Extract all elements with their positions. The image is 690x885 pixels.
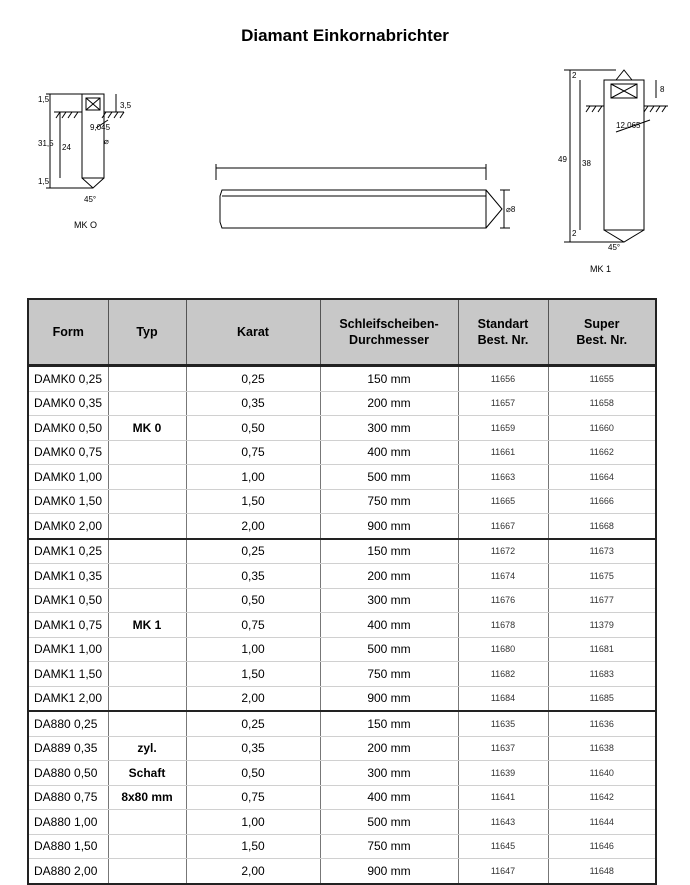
cell-karat: 1,00 xyxy=(186,810,320,835)
cell-super-nr: 11683 xyxy=(548,662,656,687)
table-row xyxy=(28,366,656,392)
cell-form: DA880 1,00 xyxy=(28,810,108,835)
cell-super-nr: 11681 xyxy=(548,637,656,662)
cell-diameter: 500 mm xyxy=(320,810,458,835)
cell-diameter: 900 mm xyxy=(320,514,458,539)
cell-typ: Schaft xyxy=(108,761,186,786)
cell-typ: zyl. xyxy=(108,736,186,761)
cell-karat: 0,75 xyxy=(186,785,320,810)
cell-typ: 8x80 mm xyxy=(108,785,186,810)
mk0-dim-c: 31,5 xyxy=(38,139,54,148)
cell-typ xyxy=(108,588,186,613)
mk1-dim-g: 45° xyxy=(608,243,621,252)
cell-form: DA880 1,50 xyxy=(28,834,108,859)
cell-form: DAMK0 0,75 xyxy=(28,440,108,465)
table-row xyxy=(28,785,656,810)
cell-diameter: 300 mm xyxy=(320,588,458,613)
table-row xyxy=(28,416,656,441)
cell-diameter: 200 mm xyxy=(320,736,458,761)
mk0-dim-a: 1,5 xyxy=(38,95,50,104)
cell-super-nr: 11664 xyxy=(548,465,656,490)
cell-karat: 0,25 xyxy=(186,366,320,392)
cell-super-nr: 11675 xyxy=(548,564,656,589)
cell-typ: MK 1 xyxy=(108,613,186,638)
cell-form: DAMK1 1,50 xyxy=(28,662,108,687)
cell-super-nr: 11668 xyxy=(548,514,656,539)
cell-super-nr: 11655 xyxy=(548,366,656,392)
header-standard-line1: Standart xyxy=(477,317,529,331)
cell-standard-nr: 11639 xyxy=(458,761,548,786)
cell-diameter: 200 mm xyxy=(320,564,458,589)
mk1-dim-b: 8 xyxy=(660,85,665,94)
cell-typ xyxy=(108,711,186,736)
cell-standard-nr: 11659 xyxy=(458,416,548,441)
cell-diameter: 750 mm xyxy=(320,662,458,687)
cell-karat: 2,00 xyxy=(186,859,320,884)
cell-diameter: 150 mm xyxy=(320,711,458,736)
cell-form: DAMK1 0,50 xyxy=(28,588,108,613)
cell-form: DAMK0 0,50 xyxy=(28,416,108,441)
mk0-dim-g: 45° xyxy=(84,195,97,204)
cell-form: DAMK0 0,35 xyxy=(28,391,108,416)
cell-standard-nr: 11637 xyxy=(458,736,548,761)
cell-karat: 1,00 xyxy=(186,637,320,662)
cell-standard-nr: 11635 xyxy=(458,711,548,736)
cell-diameter: 150 mm xyxy=(320,539,458,564)
cell-standard-nr: 11680 xyxy=(458,637,548,662)
cell-typ xyxy=(108,662,186,687)
mk0-dim-h: ⌀ xyxy=(104,137,109,146)
header-karat: Karat xyxy=(186,299,320,366)
cell-typ xyxy=(108,810,186,835)
cell-typ xyxy=(108,564,186,589)
cell-diameter: 400 mm xyxy=(320,785,458,810)
cell-form: DAMK1 2,00 xyxy=(28,686,108,711)
cell-super-nr: 11677 xyxy=(548,588,656,613)
cell-karat: 1,50 xyxy=(186,489,320,514)
cell-form: DAMK1 0,35 xyxy=(28,564,108,589)
cell-standard-nr: 11661 xyxy=(458,440,548,465)
cell-super-nr: 11646 xyxy=(548,834,656,859)
cell-standard-nr: 11682 xyxy=(458,662,548,687)
cell-form: DA880 0,50 xyxy=(28,761,108,786)
cell-standard-nr: 11645 xyxy=(458,834,548,859)
header-super xyxy=(548,299,656,366)
table-row xyxy=(28,613,656,638)
cell-typ xyxy=(108,539,186,564)
cell-karat: 0,25 xyxy=(186,539,320,564)
cell-standard-nr: 11641 xyxy=(458,785,548,810)
cell-karat: 0,50 xyxy=(186,588,320,613)
table-row xyxy=(28,564,656,589)
cell-standard-nr: 11684 xyxy=(458,686,548,711)
table-row xyxy=(28,588,656,613)
cell-standard-nr: 11643 xyxy=(458,810,548,835)
cell-standard-nr: 11665 xyxy=(458,489,548,514)
mk0-dim-d: 24 xyxy=(62,143,71,152)
page-title: Diamant Einkornabrichter xyxy=(241,26,449,45)
header-super-line1: Super xyxy=(584,317,620,331)
table-row xyxy=(28,662,656,687)
cell-standard-nr: 11647 xyxy=(458,859,548,884)
cell-form: DA880 2,00 xyxy=(28,859,108,884)
cell-super-nr: 11685 xyxy=(548,686,656,711)
cell-karat: 2,00 xyxy=(186,686,320,711)
cell-standard-nr: 11674 xyxy=(458,564,548,589)
table-row xyxy=(28,465,656,490)
cell-form: DA889 0,35 xyxy=(28,736,108,761)
cell-diameter: 500 mm xyxy=(320,465,458,490)
cell-super-nr: 11644 xyxy=(548,810,656,835)
mk1-drawing xyxy=(556,62,676,252)
cell-form: DAMK0 2,00 xyxy=(28,514,108,539)
table-row xyxy=(28,514,656,539)
cell-diameter: 400 mm xyxy=(320,440,458,465)
rod-dim-d: ⌀8 xyxy=(506,205,516,214)
cell-super-nr: 11648 xyxy=(548,859,656,884)
cell-typ xyxy=(108,489,186,514)
cell-diameter: 750 mm xyxy=(320,834,458,859)
cell-diameter: 750 mm xyxy=(320,489,458,514)
cell-diameter: 500 mm xyxy=(320,637,458,662)
cell-karat: 0,35 xyxy=(186,391,320,416)
cell-form: DAMK0 0,25 xyxy=(28,366,108,392)
header-form: Form xyxy=(28,299,108,366)
table-row xyxy=(28,761,656,786)
mk1-dim-c: 12,065 xyxy=(616,121,641,130)
cell-karat: 0,50 xyxy=(186,416,320,441)
cell-super-nr: 11640 xyxy=(548,761,656,786)
product-table xyxy=(27,298,655,878)
cell-standard-nr: 11663 xyxy=(458,465,548,490)
cell-form: DAMK1 0,75 xyxy=(28,613,108,638)
table-row xyxy=(28,391,656,416)
cell-form: DAMK1 0,25 xyxy=(28,539,108,564)
header-diameter-line2: Durchmesser xyxy=(349,333,429,347)
mk0-dim-e: 9,045 xyxy=(90,123,111,132)
cell-karat: 1,50 xyxy=(186,662,320,687)
cell-diameter: 300 mm xyxy=(320,416,458,441)
cell-typ xyxy=(108,440,186,465)
cell-standard-nr: 11678 xyxy=(458,613,548,638)
table-row xyxy=(28,489,656,514)
cell-typ xyxy=(108,391,186,416)
cell-karat: 0,75 xyxy=(186,440,320,465)
cell-standard-nr: 11656 xyxy=(458,366,548,392)
table-row xyxy=(28,440,656,465)
header-standard-line2: Best. Nr. xyxy=(477,333,529,347)
mk1-dim-a: 2 xyxy=(572,71,577,80)
cell-super-nr: 11673 xyxy=(548,539,656,564)
header-diameter xyxy=(320,299,458,366)
mk1-caption: MK 1 xyxy=(590,264,612,274)
header-standard xyxy=(458,299,548,366)
cell-diameter: 400 mm xyxy=(320,613,458,638)
rod-drawing xyxy=(206,160,526,250)
table-row xyxy=(28,711,656,736)
cell-standard-nr: 11672 xyxy=(458,539,548,564)
cell-standard-nr: 11657 xyxy=(458,391,548,416)
cell-karat: 1,00 xyxy=(186,465,320,490)
cell-form: DA880 0,25 xyxy=(28,711,108,736)
cell-super-nr: 11638 xyxy=(548,736,656,761)
table-row xyxy=(28,539,656,564)
table-row xyxy=(28,859,656,884)
cell-standard-nr: 11676 xyxy=(458,588,548,613)
cell-karat: 2,00 xyxy=(186,514,320,539)
cell-diameter: 150 mm xyxy=(320,366,458,392)
cell-karat: 0,25 xyxy=(186,711,320,736)
mk0-dim-f: 1,5 xyxy=(38,177,50,186)
mk0-drawing xyxy=(36,84,146,214)
mk1-dim-f: 2 xyxy=(572,229,577,238)
cell-super-nr: 11379 xyxy=(548,613,656,638)
cell-super-nr: 11666 xyxy=(548,489,656,514)
cell-karat: 0,35 xyxy=(186,564,320,589)
header-super-line2: Best. Nr. xyxy=(576,333,628,347)
header-diameter-line1: Schleifscheiben- xyxy=(339,317,439,331)
cell-form: DA880 0,75 xyxy=(28,785,108,810)
cell-karat: 0,35 xyxy=(186,736,320,761)
header-typ: Typ xyxy=(108,299,186,366)
table-row xyxy=(28,637,656,662)
cell-diameter: 900 mm xyxy=(320,859,458,884)
cell-karat: 1,50 xyxy=(186,834,320,859)
mk0-dim-b: 3,5 xyxy=(120,101,132,110)
cell-super-nr: 11662 xyxy=(548,440,656,465)
cell-typ: MK 0 xyxy=(108,416,186,441)
mk0-caption: MK O xyxy=(74,220,98,230)
cell-super-nr: 11642 xyxy=(548,785,656,810)
cell-karat: 0,75 xyxy=(186,613,320,638)
cell-karat: 0,50 xyxy=(186,761,320,786)
table-row xyxy=(28,834,656,859)
table-row xyxy=(28,736,656,761)
cell-typ xyxy=(108,637,186,662)
table-header-row xyxy=(28,299,656,366)
table-row xyxy=(28,686,656,711)
cell-typ xyxy=(108,366,186,392)
cell-diameter: 200 mm xyxy=(320,391,458,416)
cell-super-nr: 11636 xyxy=(548,711,656,736)
cell-typ xyxy=(108,686,186,711)
mk1-dim-d: 49 xyxy=(558,155,567,164)
table-row xyxy=(28,810,656,835)
cell-super-nr: 11660 xyxy=(548,416,656,441)
mk1-dim-e: 38 xyxy=(582,159,591,168)
cell-form: DAMK0 1,00 xyxy=(28,465,108,490)
cell-super-nr: 11658 xyxy=(548,391,656,416)
cell-typ xyxy=(108,465,186,490)
cell-typ xyxy=(108,834,186,859)
cell-typ xyxy=(108,514,186,539)
cell-form: DAMK0 1,50 xyxy=(28,489,108,514)
cell-diameter: 900 mm xyxy=(320,686,458,711)
cell-typ xyxy=(108,859,186,884)
cell-diameter: 300 mm xyxy=(320,761,458,786)
cell-standard-nr: 11667 xyxy=(458,514,548,539)
cell-form: DAMK1 1,00 xyxy=(28,637,108,662)
